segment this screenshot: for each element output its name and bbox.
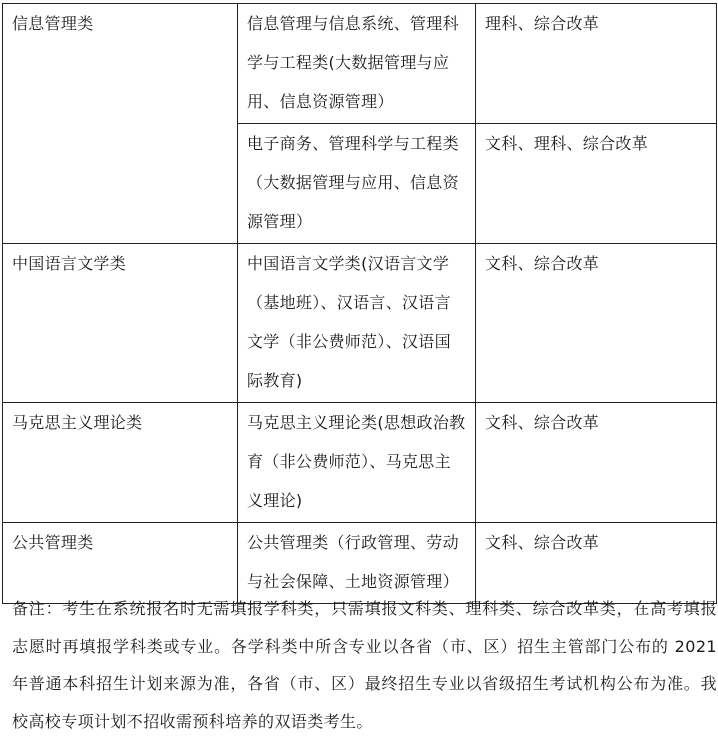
category-cell: 公共管理类 bbox=[3, 523, 238, 604]
category-cell: 信息管理类 bbox=[3, 4, 238, 244]
category-cell: 中国语言文学类 bbox=[3, 244, 238, 403]
table-row bbox=[3, 403, 717, 523]
subject-type-cell: 文科、综合改革 bbox=[476, 244, 717, 403]
footnote-remarks: 备注：考生在系统报名时无需填报学科类，只需填报文科类、理科类、综合改革类，在高考填报志愿时再填报学科类或专业。各学科类中所含专业以各省（市、区）招生主管部门公布的 2021 年普通本科招生计划来源为准，各省（市、区）最终招生专业以省级招生考试机构公布为准。我校高校专项计划不招收需预科培养的双语类考生。 bbox=[12, 599, 717, 731]
major-cell: 电子商务、管理科学与工程类（大数据管理与应用、信息资源管理） bbox=[238, 124, 476, 244]
major-cell: 马克思主义理论类(思想政治教育（非公费师范）、马克思主义理论) bbox=[238, 403, 476, 523]
subject-type-cell: 理科、综合改革 bbox=[476, 4, 717, 124]
subject-type-cell: 文科、理科、综合改革 bbox=[476, 124, 717, 244]
subject-type-cell: 文科、综合改革 bbox=[476, 403, 717, 523]
major-cell: 公共管理类（行政管理、劳动与社会保障、土地资源管理） bbox=[238, 523, 476, 604]
table-row bbox=[3, 244, 717, 403]
major-cell: 信息管理与信息系统、管理科学与工程类(大数据管理与应用、信息资源管理） bbox=[238, 4, 476, 124]
major-category-table bbox=[2, 3, 717, 604]
category-cell: 马克思主义理论类 bbox=[3, 403, 238, 523]
subject-type-cell: 文科、综合改革 bbox=[476, 523, 717, 604]
table-row bbox=[3, 4, 717, 124]
major-cell: 中国语言文学类(汉语言文学（基地班）、汉语言、汉语言文学（非公费师范）、汉语国际教育) bbox=[238, 244, 476, 403]
